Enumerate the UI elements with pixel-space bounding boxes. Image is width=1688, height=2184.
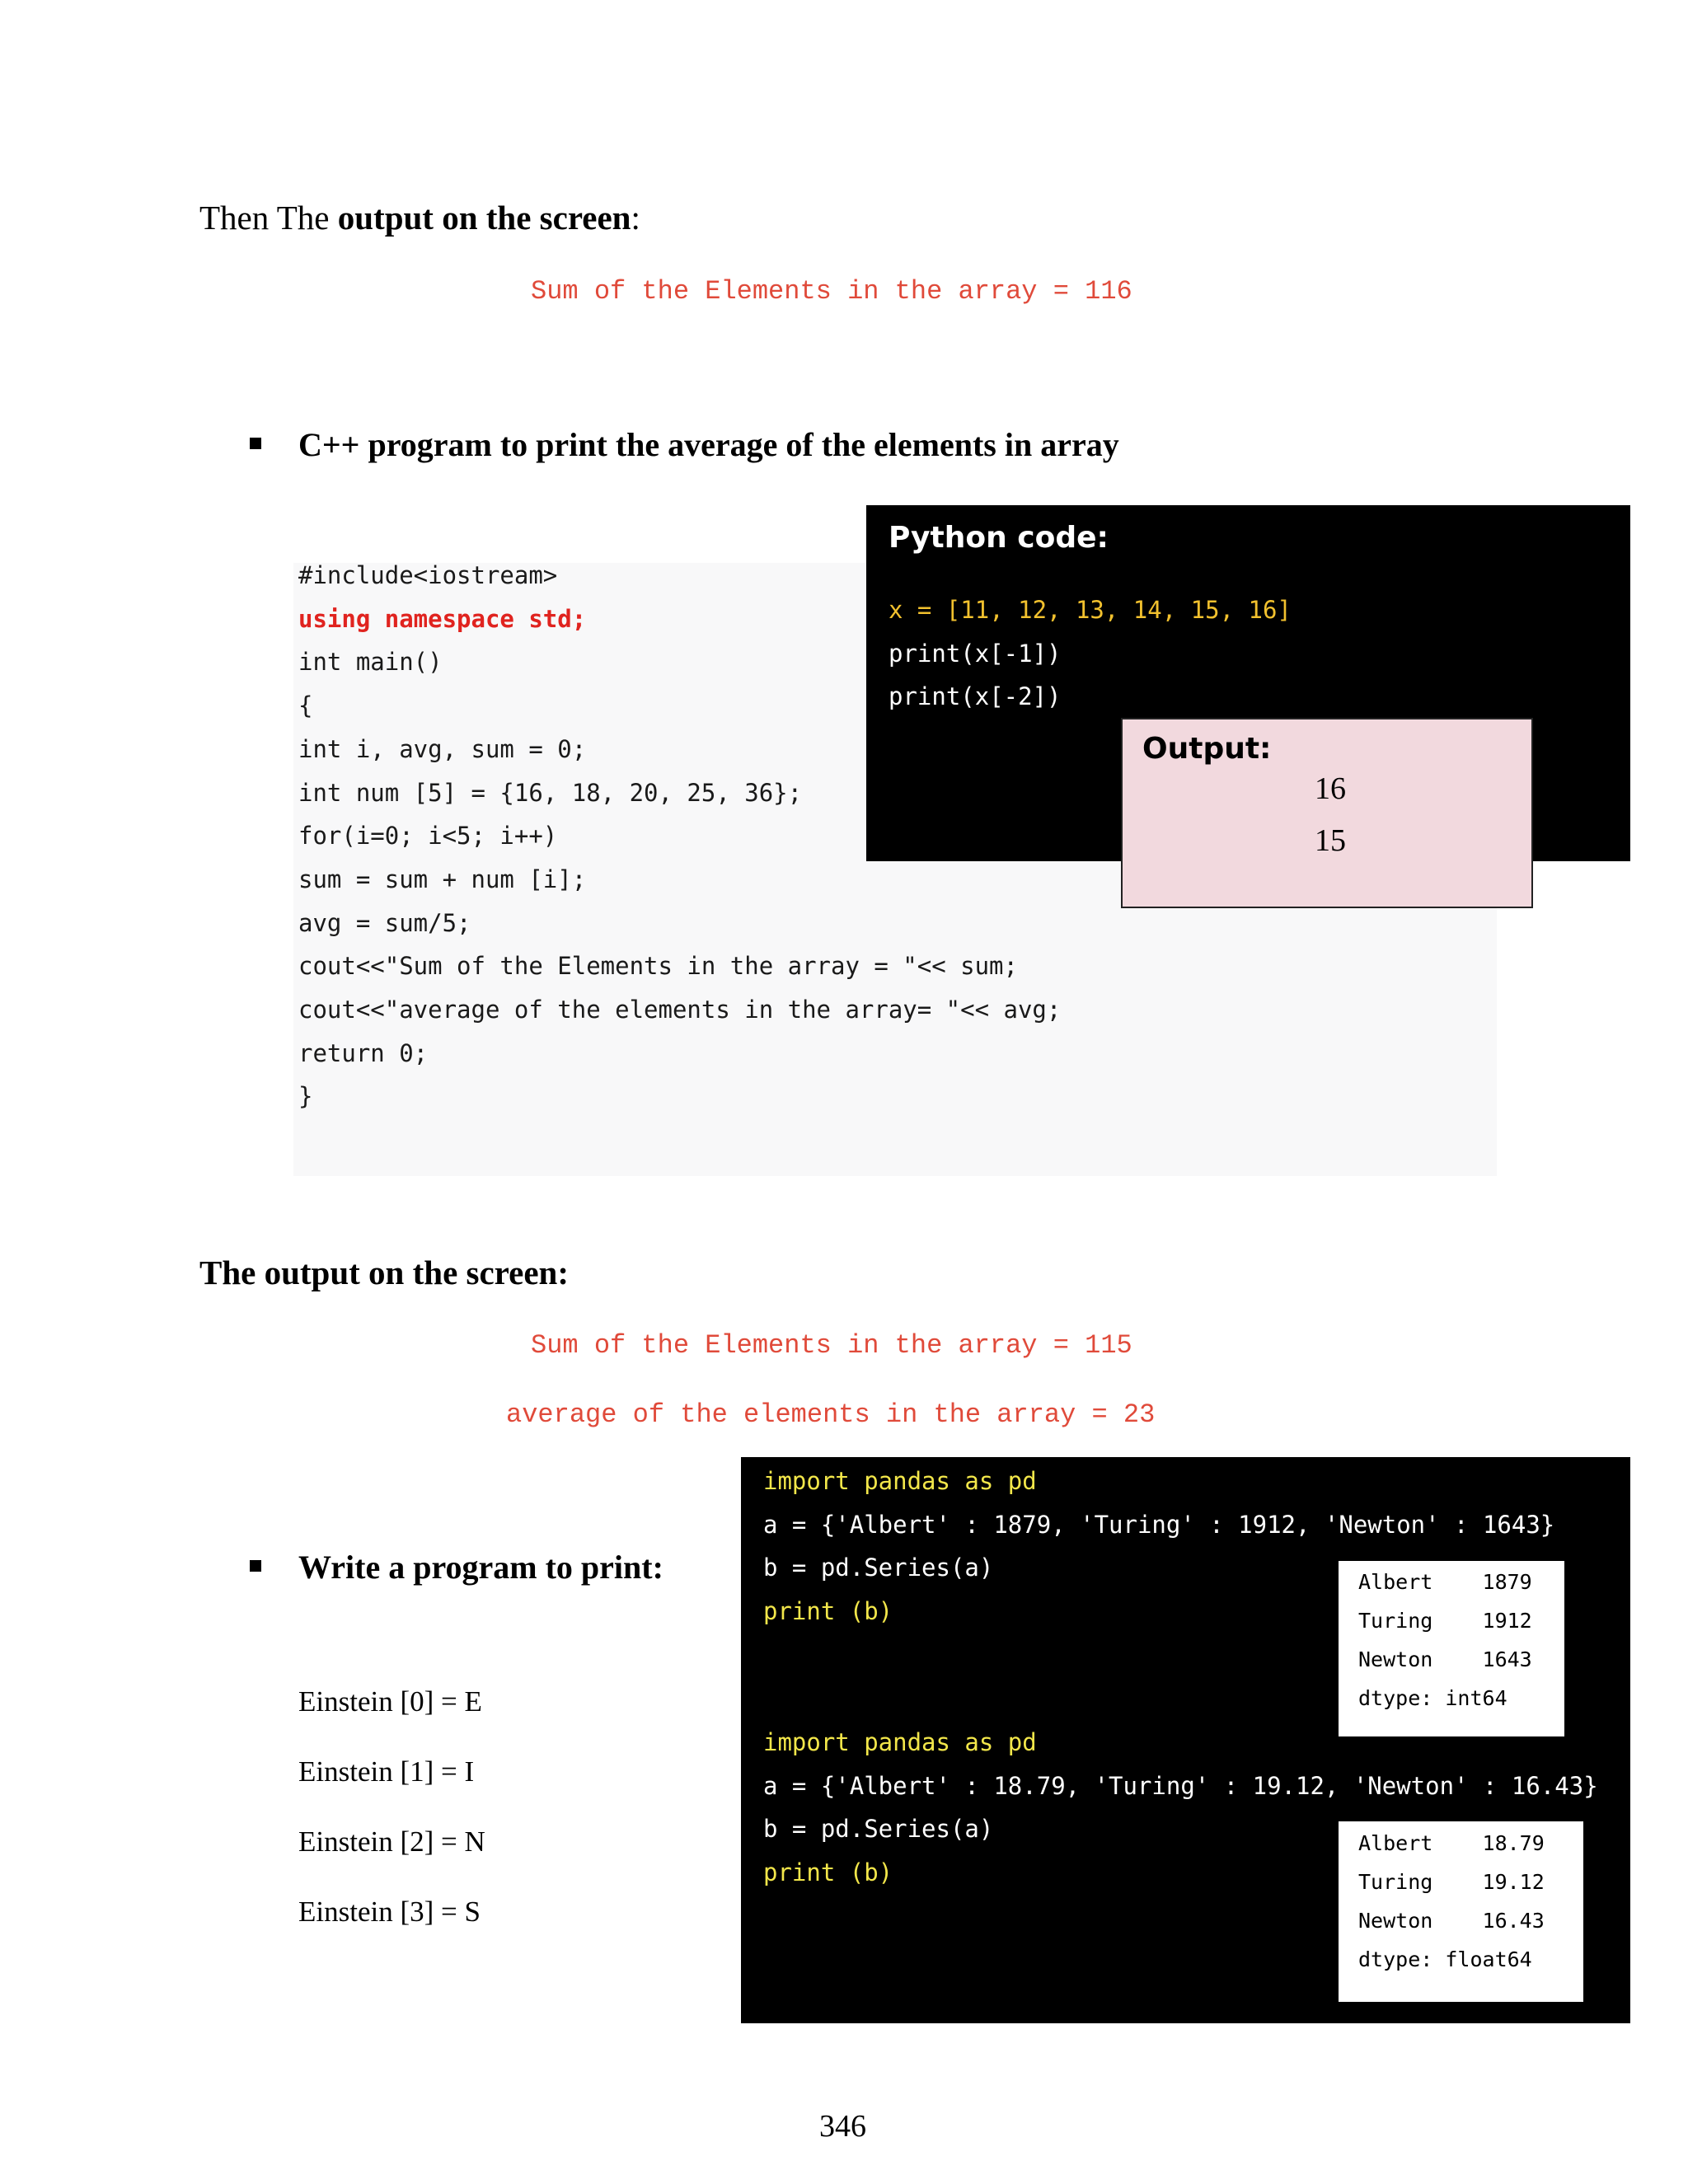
- python-code-line: x = [11, 12, 13, 14, 15, 16]: [889, 596, 1292, 624]
- pandas-result-line: Turing 19.12: [1358, 1870, 1545, 1894]
- section-average-title: C++ program to print the average of the elements in array: [298, 426, 1119, 463]
- code-line: cout<<"average of the elements in the array= "<< avg;: [298, 996, 1062, 1024]
- code-line: avg = sum/5;: [298, 908, 471, 937]
- output-line-sum: Sum of the Elements in the array = 115: [531, 1330, 1132, 1361]
- code-line: sum = sum + num [i];: [298, 865, 587, 893]
- pandas-result-line: Newton 16.43: [1358, 1909, 1545, 1933]
- output-line-average: average of the elements in the array = 23: [506, 1399, 1156, 1430]
- code-line: }: [298, 1082, 313, 1111]
- python-code-title: Python code:: [889, 521, 1109, 555]
- einstein-line: Einstein [2] = N: [298, 1825, 485, 1858]
- code-line: cout<<"Sum of the Elements in the array = "<< sum;: [298, 952, 1018, 981]
- code-line: for(i=0; i<5; i++): [298, 822, 558, 851]
- pandas-result-line: Turing 1912: [1358, 1609, 1532, 1633]
- code-line: #include<iostream>: [298, 561, 558, 589]
- python-output-value: 15: [1315, 823, 1346, 858]
- code-line: int main(): [298, 648, 443, 677]
- intro-heading: [199, 198, 640, 237]
- page-number: 346: [819, 2109, 866, 2144]
- einstein-line: Einstein [3] = S: [298, 1896, 481, 1928]
- python-code-line: print(x[-2]): [889, 682, 1062, 711]
- einstein-line: Einstein [0] = E: [298, 1685, 482, 1718]
- code-line: using namespace std;: [298, 604, 587, 633]
- code-line: return 0;: [298, 1038, 429, 1067]
- pandas-result-line: Albert 18.79: [1358, 1831, 1545, 1855]
- output-section-title: The output on the screen:: [199, 1254, 569, 1291]
- python-output-value: 16: [1315, 771, 1346, 806]
- bullet-icon: [250, 1560, 261, 1572]
- intro-suffix: :: [631, 199, 640, 237]
- pandas-result-line: dtype: float64: [1358, 1947, 1532, 1971]
- section-write-title: Write a program to print:: [298, 1549, 663, 1586]
- python-output-title: Output:: [1142, 732, 1272, 766]
- pandas-code-line: b = pd.Series(a): [763, 1815, 994, 1844]
- bullet-icon: [250, 438, 261, 449]
- einstein-line: Einstein [1] = I: [298, 1755, 475, 1788]
- pandas-code-line: print (b): [763, 1597, 893, 1626]
- python-code-line: print(x[-1]): [889, 639, 1062, 668]
- code-line: int i, avg, sum = 0;: [298, 734, 587, 763]
- pandas-code-line: a = {'Albert' : 18.79, 'Turing' : 19.12, 'Newton' : 16.43}: [763, 1771, 1598, 1800]
- intro-prefix: Then The: [199, 199, 338, 237]
- pandas-code-line: print (b): [763, 1858, 893, 1887]
- pandas-code-line: import pandas as pd: [763, 1467, 1037, 1495]
- pandas-code-line: a = {'Albert' : 1879, 'Turing' : 1912, 'Newton' : 1643}: [763, 1510, 1555, 1539]
- intro-bold: output on the screen: [337, 199, 631, 237]
- pandas-result-line: Newton 1643: [1358, 1647, 1532, 1671]
- pandas-code-line: import pandas as pd: [763, 1728, 1037, 1756]
- pandas-result-line: Albert 1879: [1358, 1570, 1532, 1594]
- code-line: int num [5] = {16, 18, 20, 25, 36};: [298, 778, 803, 807]
- code-line: {: [298, 691, 313, 720]
- pandas-result-line: dtype: int64: [1358, 1686, 1507, 1710]
- intro-output-line: Sum of the Elements in the array = 116: [531, 276, 1132, 307]
- pandas-code-line: b = pd.Series(a): [763, 1554, 994, 1582]
